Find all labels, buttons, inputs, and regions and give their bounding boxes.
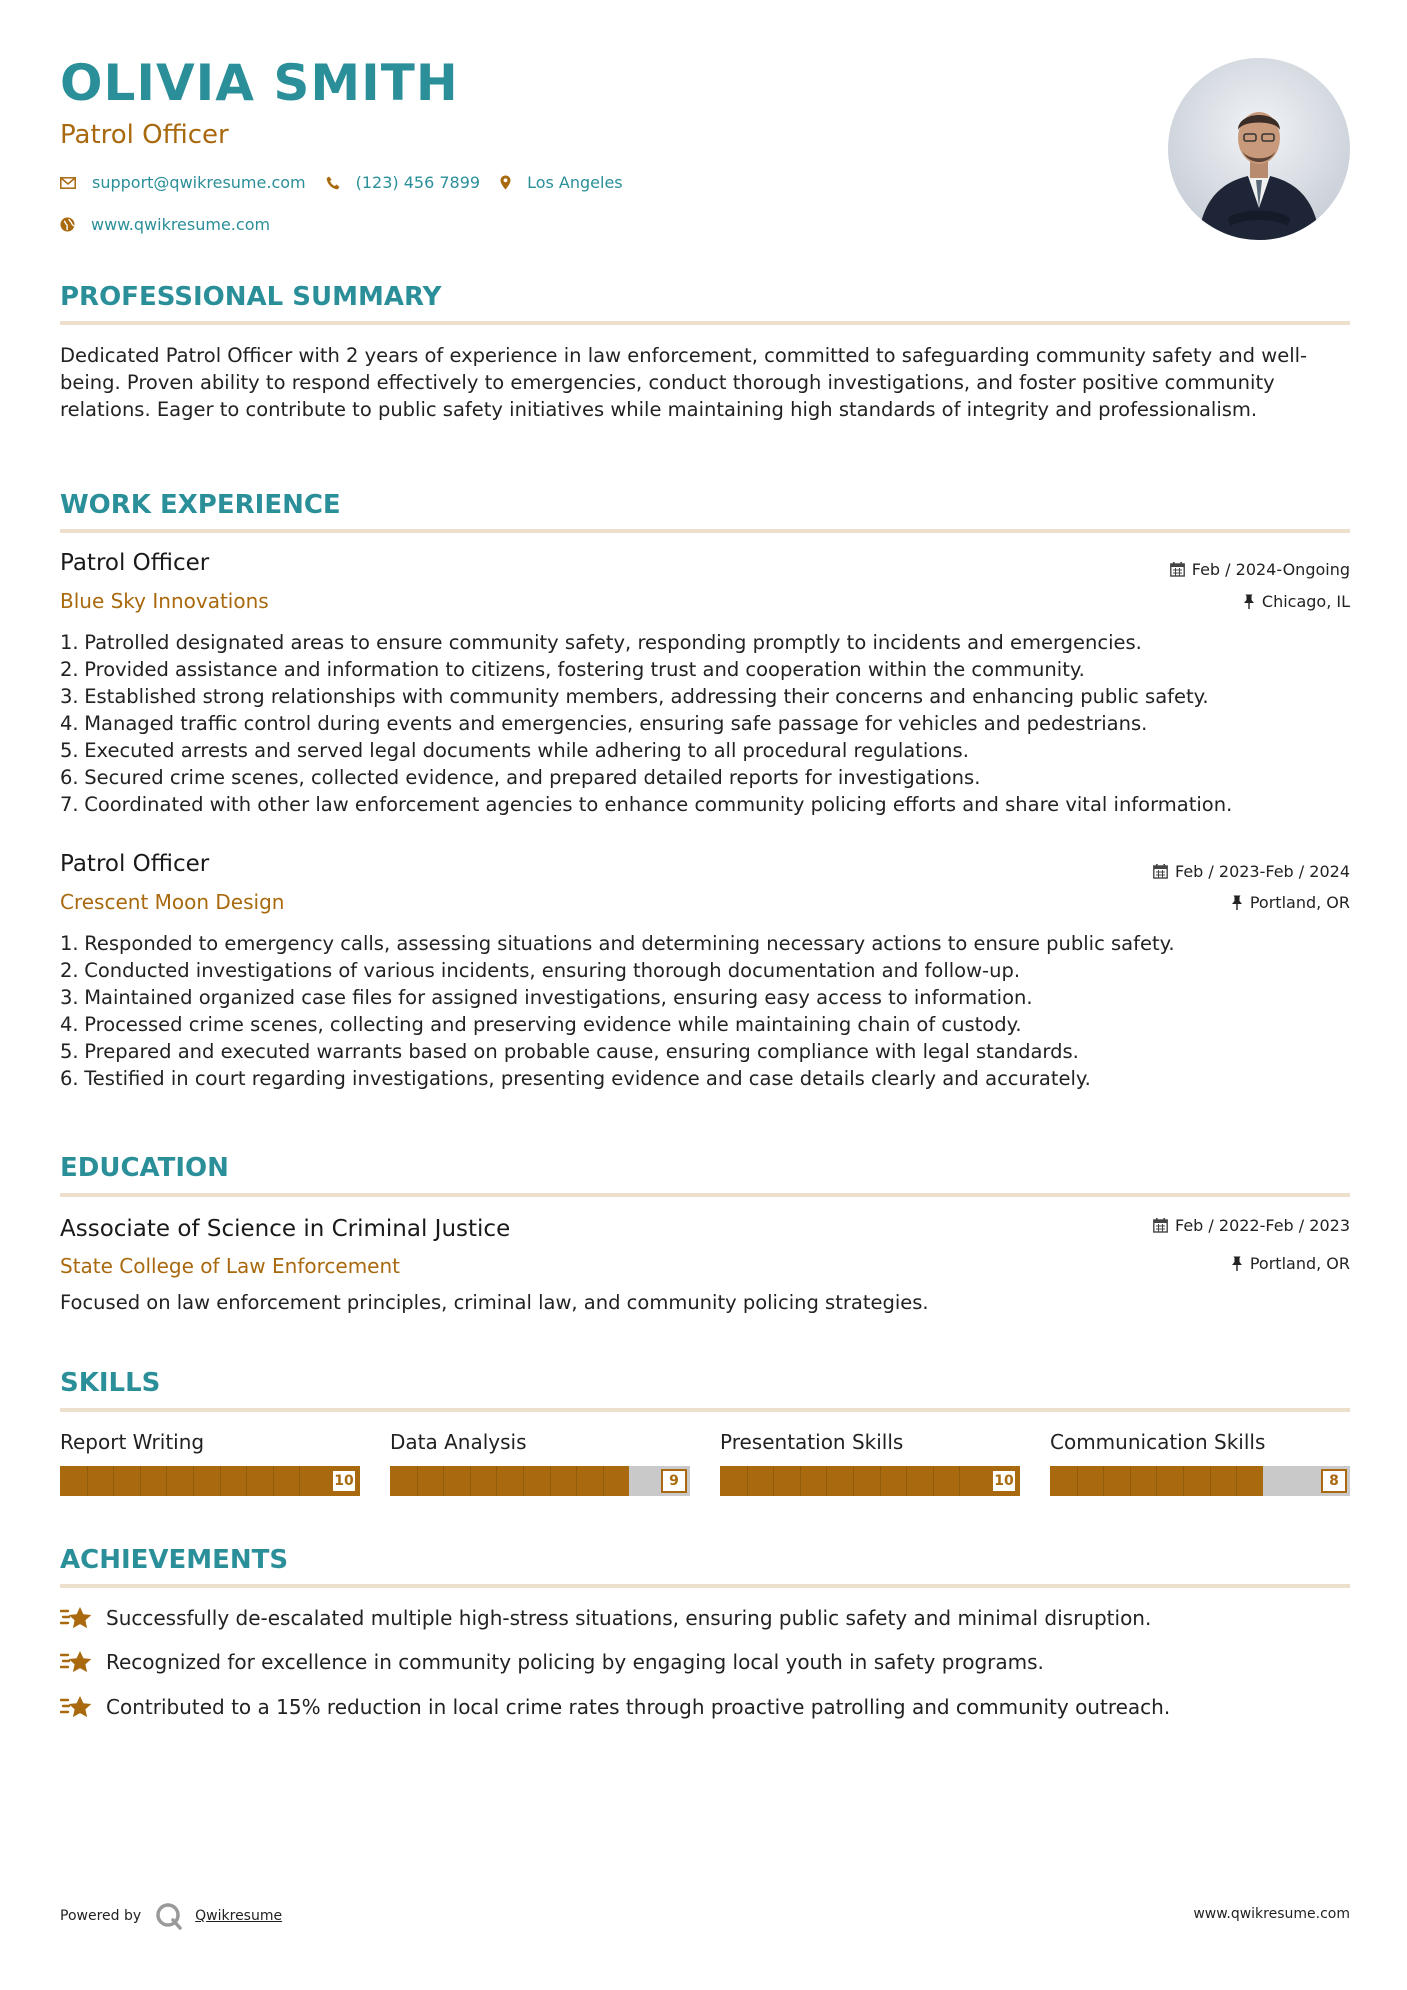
- summary-divider: [60, 321, 1350, 325]
- skill-segment-divider: [496, 1466, 497, 1496]
- skill-segment-divider: [1236, 1466, 1237, 1496]
- skill-bar: [60, 1466, 360, 1496]
- education-location: [1231, 1254, 1350, 1273]
- pushpin-icon: [1243, 594, 1255, 609]
- skill-fill: [60, 1466, 360, 1496]
- calendar-icon: [1170, 562, 1185, 577]
- skill-fill: [720, 1466, 1020, 1496]
- skill-segment-divider: [87, 1466, 88, 1496]
- skill-segment-divider: [166, 1466, 167, 1496]
- contact-website[interactable]: [60, 215, 270, 234]
- email-text: support@qwikresume.com: [92, 173, 306, 192]
- job-2-dates: [1153, 862, 1350, 881]
- list-item: 1. Patrolled designated areas to ensure community safety, responding promptly to incidents and emergencies.: [60, 631, 1142, 654]
- skill-segment-divider: [880, 1466, 881, 1496]
- skill-segment-divider: [1156, 1466, 1157, 1496]
- skill-segment-divider: [417, 1466, 418, 1496]
- list-item: 3. Established strong relationships with community members, addressing their concerns and enhancing public safety.: [60, 685, 1209, 708]
- envelope-icon: [60, 177, 76, 189]
- achievement-item-3: [60, 1694, 1170, 1720]
- skill-segment-divider: [576, 1466, 577, 1496]
- skill-segment-divider: [246, 1466, 247, 1496]
- map-pin-icon: [500, 175, 511, 190]
- list-item: 4. Managed traffic control during events and emergencies, ensuring safe passage for vehicles and pedestrians.: [60, 712, 1148, 735]
- skill-bar: [1050, 1466, 1350, 1496]
- skill-label: Data Analysis: [390, 1430, 527, 1454]
- powered-by-label: Powered by: [60, 1908, 142, 1924]
- skill-segment-divider: [906, 1466, 907, 1496]
- qwikresume-link[interactable]: Qwikresume: [195, 1908, 283, 1924]
- skill-segment-divider: [1183, 1466, 1184, 1496]
- skill-segment-divider: [550, 1466, 551, 1496]
- profile-photo: [1168, 58, 1350, 240]
- list-item: 2. Conducted investigations of various incidents, ensuring thorough documentation and follow-up.: [60, 959, 1021, 982]
- contact-phone[interactable]: [326, 173, 480, 192]
- skill-segment-divider: [800, 1466, 801, 1496]
- skill-segment-divider: [273, 1466, 274, 1496]
- skill-segment-divider: [959, 1466, 960, 1496]
- job-1-company: Blue Sky Innovations: [60, 589, 269, 613]
- footer-site-link[interactable]: www.qwikresume.com: [1193, 1906, 1350, 1922]
- job-1-role: Patrol Officer: [60, 550, 210, 576]
- contact-email[interactable]: [60, 173, 306, 192]
- candidate-title: Patrol Officer: [60, 120, 229, 150]
- education-dates-text: Feb / 2022-Feb / 2023: [1175, 1216, 1350, 1235]
- education-dates: [1153, 1216, 1350, 1235]
- experience-heading: WORK EXPERIENCE: [60, 490, 341, 520]
- phone-icon: [326, 176, 340, 190]
- pushpin-icon: [1231, 895, 1243, 910]
- skill-bar: [390, 1466, 690, 1496]
- skill-fill: [390, 1466, 629, 1496]
- skill-segment-divider: [220, 1466, 221, 1496]
- achievement-item-1: [60, 1605, 1151, 1631]
- qwikresume-logo-icon: [155, 1902, 183, 1930]
- job-2-role: Patrol Officer: [60, 851, 210, 877]
- job-2-company: Crescent Moon Design: [60, 890, 285, 914]
- contact-row-primary: [60, 173, 643, 192]
- candidate-name: OLIVIA SMITH: [60, 54, 459, 112]
- footer-powered-by: [60, 1902, 282, 1930]
- summary-heading: PROFESSIONAL SUMMARY: [60, 282, 442, 312]
- pushpin-icon: [1231, 1256, 1243, 1271]
- achievements-heading: ACHIEVEMENTS: [60, 1545, 289, 1575]
- skill-segment-divider: [853, 1466, 854, 1496]
- skill-segment-divider: [443, 1466, 444, 1496]
- education-location-text: Portland, OR: [1249, 1254, 1350, 1273]
- skill-level-badge: 10: [331, 1469, 357, 1493]
- list-item: 6. Secured crime scenes, collected evidence, and prepared detailed reports for investigations.: [60, 766, 981, 789]
- skills-heading: SKILLS: [60, 1368, 161, 1398]
- skill-segment-divider: [933, 1466, 934, 1496]
- skill-segment-divider: [747, 1466, 748, 1496]
- education-heading: EDUCATION: [60, 1153, 229, 1183]
- skill-segment-divider: [603, 1466, 604, 1496]
- skill-presentation-skills: [720, 1430, 1020, 1496]
- list-item: 3. Maintained organized case files for assigned investigations, ensuring easy access to information.: [60, 986, 1033, 1009]
- contact-row-secondary: [60, 215, 290, 234]
- job-2-dates-text: Feb / 2023-Feb / 2024: [1175, 862, 1350, 881]
- skill-bar: [720, 1466, 1020, 1496]
- website-text: www.qwikresume.com: [91, 215, 271, 234]
- job-1-dates: [1170, 560, 1350, 579]
- globe-icon: [60, 217, 75, 232]
- skill-level-badge: 8: [1321, 1469, 1347, 1493]
- skill-data-analysis: [390, 1430, 690, 1496]
- job-2-location: [1231, 893, 1350, 912]
- skill-label: Presentation Skills: [720, 1430, 904, 1454]
- phone-text: (123) 456 7899: [355, 173, 481, 192]
- skill-segment-divider: [113, 1466, 114, 1496]
- list-item: 5. Executed arrests and served legal documents while adhering to all procedural regulations.: [60, 739, 969, 762]
- skill-segment-divider: [826, 1466, 827, 1496]
- skill-label: Report Writing: [60, 1430, 205, 1454]
- summary-text: Dedicated Patrol Officer with 2 years of experience in law enforcement, committed to safeguarding community safety and well-being. Proven ability to respond effectively to emergencies, conduct thorough investigations, and foster positive community relations. Eager to contribute to public safety initiatives while maintaining high standards of integrity and professionalism.: [60, 344, 1308, 421]
- education-degree: Associate of Science in Criminal Justice: [60, 1216, 511, 1242]
- skill-level-badge: 9: [661, 1469, 687, 1493]
- education-school: State College of Law Enforcement: [60, 1254, 400, 1278]
- list-item: 2. Provided assistance and information to citizens, fostering trust and cooperation within the community.: [60, 658, 1085, 681]
- person-portrait-icon: [1168, 58, 1350, 240]
- education-divider: [60, 1193, 1350, 1197]
- skill-level-badge: 10: [991, 1469, 1017, 1493]
- calendar-icon: [1153, 864, 1168, 879]
- achievements-divider: [60, 1584, 1350, 1588]
- achievement-text: Successfully de-escalated multiple high-stress situations, ensuring public safety and minimal disruption.: [106, 1606, 1152, 1630]
- achievement-text: Recognized for excellence in community policing by engaging local youth in safety programs.: [106, 1650, 1044, 1674]
- star-award-icon: [60, 1694, 94, 1720]
- job-1-dates-text: Feb / 2024-Ongoing: [1191, 560, 1350, 579]
- achievement-text: Contributed to a 15% reduction in local crime rates through proactive patrolling and community outreach.: [106, 1695, 1171, 1719]
- job-1-location-text: Chicago, IL: [1261, 592, 1350, 611]
- calendar-icon: [1153, 1218, 1168, 1233]
- skill-segment-divider: [1077, 1466, 1078, 1496]
- skill-segment-divider: [193, 1466, 194, 1496]
- skill-segment-divider: [1103, 1466, 1104, 1496]
- skill-label: Communication Skills: [1050, 1430, 1266, 1454]
- job-2-location-text: Portland, OR: [1249, 893, 1350, 912]
- list-item: 7. Coordinated with other law enforcement agencies to enhance community policing efforts and share vital information.: [60, 793, 1233, 816]
- skill-segment-divider: [1130, 1466, 1131, 1496]
- skill-segment-divider: [523, 1466, 524, 1496]
- achievement-item-2: [60, 1649, 1044, 1675]
- skill-segment-divider: [140, 1466, 141, 1496]
- skill-communication-skills: [1050, 1430, 1350, 1496]
- skill-segment-divider: [470, 1466, 471, 1496]
- job-1-location: [1243, 592, 1350, 611]
- location-text: Los Angeles: [527, 173, 623, 192]
- star-award-icon: [60, 1605, 94, 1631]
- education-description: Focused on law enforcement principles, criminal law, and community policing strategies.: [60, 1291, 929, 1314]
- skill-segment-divider: [773, 1466, 774, 1496]
- contact-location: [500, 173, 623, 192]
- list-item: 4. Processed crime scenes, collecting and preserving evidence while maintaining chain of custody.: [60, 1013, 1022, 1036]
- list-item: 5. Prepared and executed warrants based on probable cause, ensuring compliance with legal standards.: [60, 1040, 1079, 1063]
- star-award-icon: [60, 1649, 94, 1675]
- list-item: 1. Responded to emergency calls, assessing situations and determining necessary actions to ensure public safety.: [60, 932, 1175, 955]
- job-1-bullets: [60, 629, 1360, 818]
- skill-report-writing: [60, 1430, 360, 1496]
- skill-segment-divider: [1210, 1466, 1211, 1496]
- skill-segment-divider: [299, 1466, 300, 1496]
- experience-divider: [60, 529, 1350, 533]
- job-2-bullets: [60, 930, 1360, 1092]
- list-item: 6. Testified in court regarding investigations, presenting evidence and case details clearly and accurately.: [60, 1067, 1091, 1090]
- skills-divider: [60, 1408, 1350, 1412]
